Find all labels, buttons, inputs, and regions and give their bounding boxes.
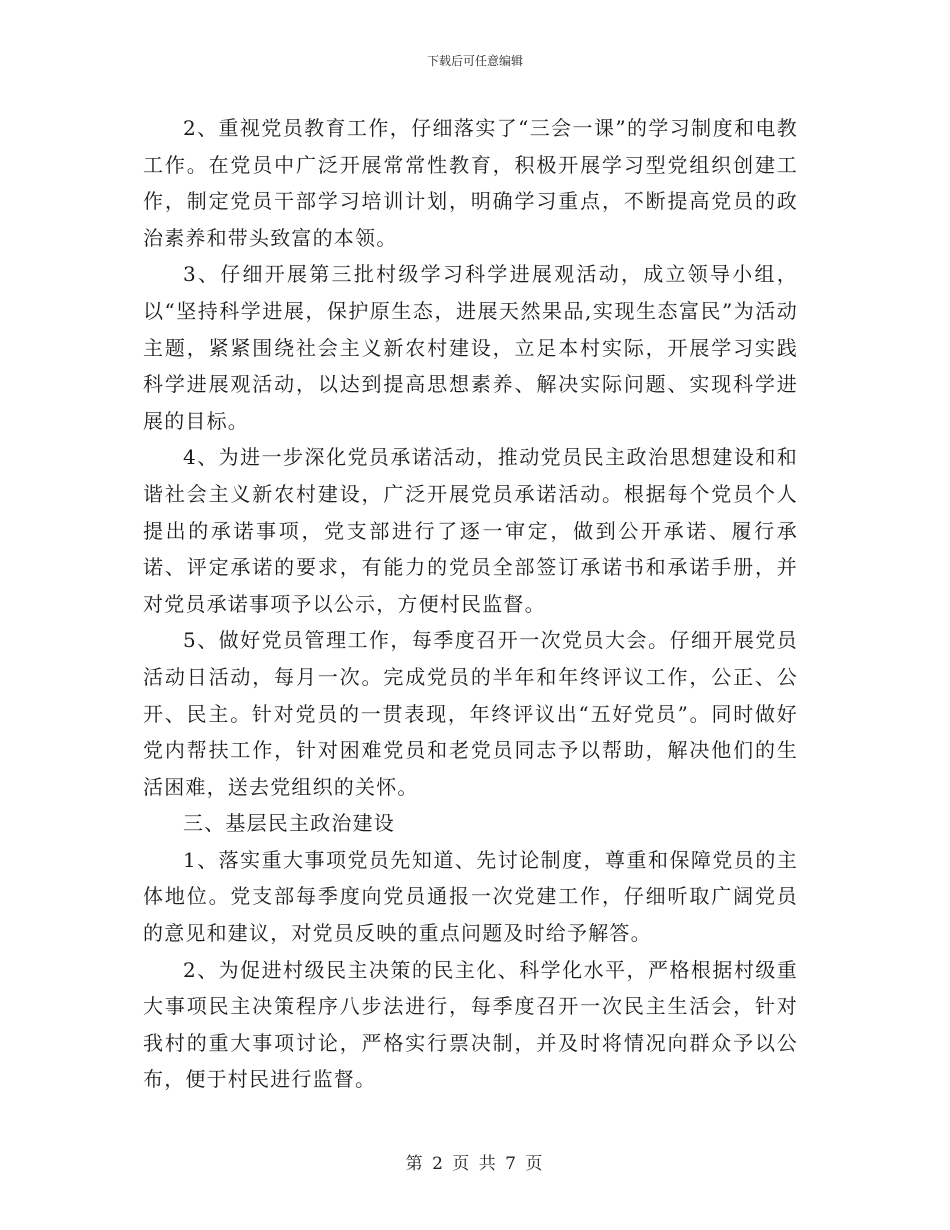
section-paragraph-2: 2、为促进村级民主决策的民主化、科学化水平，严格根据村级重大事项民主决策程序八步法进行，每季度召开一次民主生活会，针对我村的重大事项讨论，严格实行票决制，并及时将情况向群众予以公布，便于村民进行监督。 bbox=[143, 957, 798, 1092]
paragraph-item-3: 3、仔细开展第三批村级学习科学进展观活动，成立领导小组，以“坚持科学进展，保护原生态，进展天然果品,实现生态富民”为活动主题，紧紧围绕社会主义新农村建设，立足本村实际，开展学习实践科学进展观活动，以达到提高思想素养、解决实际问题、实现科学进展的目标。 bbox=[143, 262, 798, 433]
document-body bbox=[143, 110, 798, 1098]
section-paragraph-1: 1、落实重大事项党员先知道、先讨论制度，尊重和保障党员的主体地位。党支部每季度向党员通报一次党建工作，仔细听取广阔党员的意见和建议，对党员反映的重点问题及时给予解答。 bbox=[143, 847, 798, 946]
header-note: 下载后可任意编辑 bbox=[426, 54, 523, 68]
paragraph-item-2: 2、重视党员教育工作，仔细落实了“三会一课”的学习制度和电教工作。在党员中广泛开展常常性教育，积极开展学习型党组织创建工作，制定党员干部学习培训计划，明确学习重点，不断提高党员的政治素养和带头致富的本领。 bbox=[143, 116, 798, 250]
paragraph-item-5: 5、做好党员管理工作，每季度召开一次党员大会。仔细开展党员活动日活动，每月一次。完成党员的半年和年终评议工作，公正、公开、民主。针对党员的一贯表现，年终评议出“五好党员”。同时做好党内帮扶工作，针对困难党员和老党员同志予以帮助，解决他们的生活困难，送去党组织的关怀。 bbox=[143, 628, 798, 799]
paragraph-item-4: 4、为进一步深化党员承诺活动，推动党员民主政治思想建设和和谐社会主义新农村建设，广泛开展党员承诺活动。根据每个党员个人提出的承诺事项，党支部进行了逐一审定，做到公开承诺、履行承诺、评定承诺的要求，有能力的党员全部签订承诺书和承诺手册，并对党员承诺事项予以公示，方便村民监督。 bbox=[143, 445, 798, 616]
section-heading: 三、基层民主政治建设 bbox=[183, 811, 395, 836]
page-number-footer: 第 2 页 共 7 页 bbox=[405, 1154, 545, 1174]
